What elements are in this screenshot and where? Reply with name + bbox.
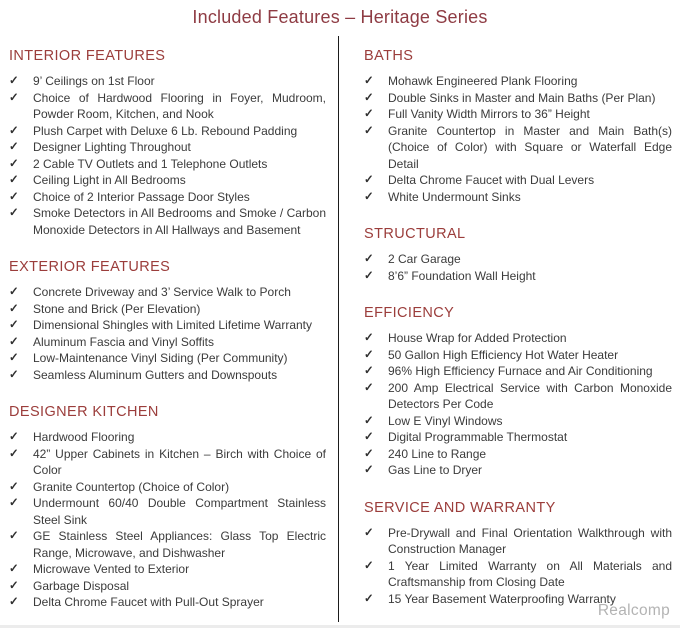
feature-item (364, 413, 672, 430)
checkmark-icon: ✓ (9, 157, 19, 170)
feature-item (364, 446, 672, 463)
feature-text: House Wrap for Added Protection (388, 331, 567, 345)
checkmark-icon: ✓ (364, 332, 374, 344)
checkmark-icon: ✓ (9, 447, 19, 460)
feature-section (9, 259, 326, 383)
checkmark-icon: ✓ (9, 596, 19, 608)
feature-text: White Undermount Sinks (388, 189, 521, 204)
feature-item (364, 330, 672, 347)
feature-text: 8’6” Foundation Wall Height (388, 268, 536, 283)
feature-section (9, 404, 326, 611)
left-column (0, 36, 339, 622)
section-heading: DESIGNER KITCHEN (9, 404, 159, 420)
feature-text: Low E Vinyl Windows (388, 413, 503, 428)
feature-text: 50 Gallon High Efficiency Hot Water Heater (388, 347, 619, 362)
feature-item (364, 462, 672, 479)
feature-text: Designer Lighting Throughout (33, 140, 191, 154)
feature-item (9, 317, 326, 334)
checkmark-icon: ✓ (9, 579, 19, 592)
feature-text: Gas Line to Dryer (388, 463, 483, 477)
feature-item (9, 594, 326, 611)
feature-text: 2 Cable TV Outlets and 1 Telephone Outlets (33, 156, 268, 171)
checkmark-icon: ✓ (9, 431, 19, 443)
feature-text: Seamless Aluminum Gutters and Downspouts (33, 367, 278, 382)
feature-item (9, 578, 326, 595)
right-column (339, 36, 680, 622)
checkmark-icon: ✓ (9, 91, 19, 104)
checkmark-icon: ✓ (364, 381, 374, 394)
feature-text: Delta Chrome Faucet with Dual Levers (388, 173, 595, 187)
feature-text: GE Stainless Steel Appliances: Glass Top Electric Range, Microwave, and Dishwasher (33, 529, 326, 560)
feature-columns (0, 36, 680, 622)
feature-text: 2 Car Garage (388, 252, 461, 266)
feature-item (9, 123, 326, 140)
feature-item (364, 172, 672, 189)
feature-text: 1 Year Limited Warranty on All Materials and Craftsmanship from Closing Date (388, 558, 672, 589)
checkmark-icon: ✓ (9, 530, 19, 542)
feature-text: Dimensional Shingles with Limited Lifetime Warranty (33, 318, 312, 332)
feature-item (9, 205, 326, 238)
feature-text: Digital Programmable Thermostat (388, 430, 568, 444)
feature-item (364, 90, 672, 107)
checkmark-icon: ✓ (364, 431, 374, 443)
feature-item (9, 561, 326, 578)
checkmark-icon: ✓ (9, 352, 19, 364)
feature-text: 42” Upper Cabinets in Kitchen – Birch with Choice of Color (33, 446, 326, 477)
feature-text: Stone and Brick (Per Elevation) (33, 301, 201, 316)
feature-item (364, 123, 672, 173)
feature-text: 200 Amp Electrical Service with Carbon Monoxide Detectors Per Code (388, 380, 672, 411)
feature-item (9, 495, 326, 528)
checkmark-icon: ✓ (9, 75, 19, 87)
feature-text: Granite Countertop in Master and Main Bath(s) (Choice of Color) with Square or Waterfall Edge Detail (388, 123, 672, 171)
checkmark-icon: ✓ (364, 269, 374, 282)
section-heading: SERVICE AND WARRANTY (364, 499, 556, 516)
feature-item (9, 350, 326, 367)
checkmark-icon: ✓ (364, 108, 374, 120)
checkmark-icon: ✓ (364, 559, 374, 572)
feature-text: Undermount 60/40 Double Compartment Stainless Steel Sink (33, 496, 326, 527)
checkmark-icon: ✓ (364, 124, 374, 137)
feature-item (9, 429, 326, 446)
feature-item (9, 301, 326, 318)
feature-text: Choice of 2 Interior Passage Door Styles (33, 189, 250, 204)
feature-text: Granite Countertop (Choice of Color) (33, 479, 230, 494)
checkmark-icon: ✓ (364, 592, 374, 605)
feature-text: Choice of Hardwood Flooring in Foyer, Mudroom, Powder Room, Kitchen, and Nook (33, 90, 326, 121)
checkmark-icon: ✓ (9, 480, 19, 493)
feature-section (364, 226, 672, 284)
feature-text: Concrete Driveway and 3’ Service Walk to Porch (33, 285, 291, 299)
feature-section (364, 500, 672, 608)
feature-item (9, 479, 326, 496)
checkmark-icon: ✓ (364, 526, 374, 539)
feature-text: Garbage Disposal (33, 578, 130, 593)
checkmark-icon: ✓ (364, 348, 374, 361)
feature-text: Low-Maintenance Vinyl Siding (Per Community) (33, 351, 288, 365)
section-heading: BATHS (364, 48, 414, 64)
feature-item (9, 172, 326, 189)
section-heading: EFFICIENCY (364, 305, 455, 321)
feature-text: Double Sinks in Master and Main Baths (Per Plan) (388, 90, 656, 105)
checkmark-icon: ✓ (364, 414, 374, 427)
feature-item (364, 73, 672, 90)
checkmark-icon: ✓ (9, 368, 19, 381)
feature-item (9, 90, 326, 123)
checkmark-icon: ✓ (9, 286, 19, 298)
checkmark-icon: ✓ (364, 365, 374, 377)
checkmark-icon: ✓ (9, 319, 19, 331)
feature-item (9, 334, 326, 351)
feature-section (364, 48, 672, 205)
feature-item (364, 429, 672, 446)
section-heading: INTERIOR FEATURES (9, 48, 166, 64)
feature-text: Hardwood Flooring (33, 430, 135, 444)
checkmark-icon: ✓ (9, 563, 19, 575)
feature-item (9, 367, 326, 384)
checkmark-icon: ✓ (9, 497, 19, 509)
feature-item (364, 525, 672, 558)
feature-item (364, 268, 672, 285)
feature-item (9, 446, 326, 479)
checkmark-icon: ✓ (364, 91, 374, 104)
checkmark-icon: ✓ (9, 335, 19, 348)
feature-item (9, 73, 326, 90)
section-heading: STRUCTURAL (364, 226, 466, 242)
checkmark-icon: ✓ (364, 174, 374, 186)
checkmark-icon: ✓ (364, 253, 374, 265)
feature-text: 240 Line to Range (388, 446, 487, 461)
checkmark-icon: ✓ (9, 174, 19, 186)
checkmark-icon: ✓ (364, 447, 374, 460)
feature-text: Ceiling Light in All Bedrooms (33, 173, 186, 187)
feature-item (364, 380, 672, 413)
feature-item (364, 251, 672, 268)
checkmark-icon: ✓ (9, 302, 19, 315)
checkmark-icon: ✓ (364, 190, 374, 203)
feature-item (364, 106, 672, 123)
feature-item (9, 528, 326, 561)
feature-item (364, 558, 672, 591)
feature-item (9, 284, 326, 301)
checkmark-icon: ✓ (364, 75, 374, 87)
feature-text: Microwave Vented to Exterior (33, 562, 190, 576)
feature-item (9, 139, 326, 156)
checkmark-icon: ✓ (9, 207, 19, 219)
feature-text: Full Vanity Width Mirrors to 36” Height (388, 107, 590, 121)
feature-item (364, 347, 672, 364)
feature-section (9, 48, 326, 238)
section-heading: EXTERIOR FEATURES (9, 259, 171, 275)
feature-item (364, 363, 672, 380)
feature-text: 96% High Efficiency Furnace and Air Conditioning (388, 364, 653, 378)
feature-text: Mohawk Engineered Plank Flooring (388, 74, 578, 88)
feature-section (364, 305, 672, 479)
feature-text: Pre-Drywall and Final Orientation Walkthrough with Construction Manager (388, 525, 672, 556)
feature-text: Smoke Detectors in All Bedrooms and Smoke / Carbon Monoxide Detectors in All Hallways and Basement (33, 206, 326, 237)
feature-text: Plush Carpet with Deluxe 6 Lb. Rebound Padding (33, 123, 298, 138)
realcomp-watermark: Realcomp (597, 602, 670, 619)
checkmark-icon: ✓ (9, 190, 19, 203)
checkmark-icon: ✓ (364, 464, 374, 476)
checkmark-icon: ✓ (9, 124, 19, 137)
feature-item (364, 189, 672, 206)
checkmark-icon: ✓ (9, 141, 19, 153)
feature-text: Aluminum Fascia and Vinyl Soffits (33, 334, 214, 349)
feature-text: 15 Year Basement Waterproofing Warranty (388, 591, 616, 606)
page-title: Included Features – Heritage Series (192, 7, 488, 27)
feature-item (9, 156, 326, 173)
feature-text: Delta Chrome Faucet with Pull-Out Sprayer (33, 595, 264, 609)
feature-item (9, 189, 326, 206)
feature-text: 9’ Ceilings on 1st Floor (33, 74, 155, 88)
